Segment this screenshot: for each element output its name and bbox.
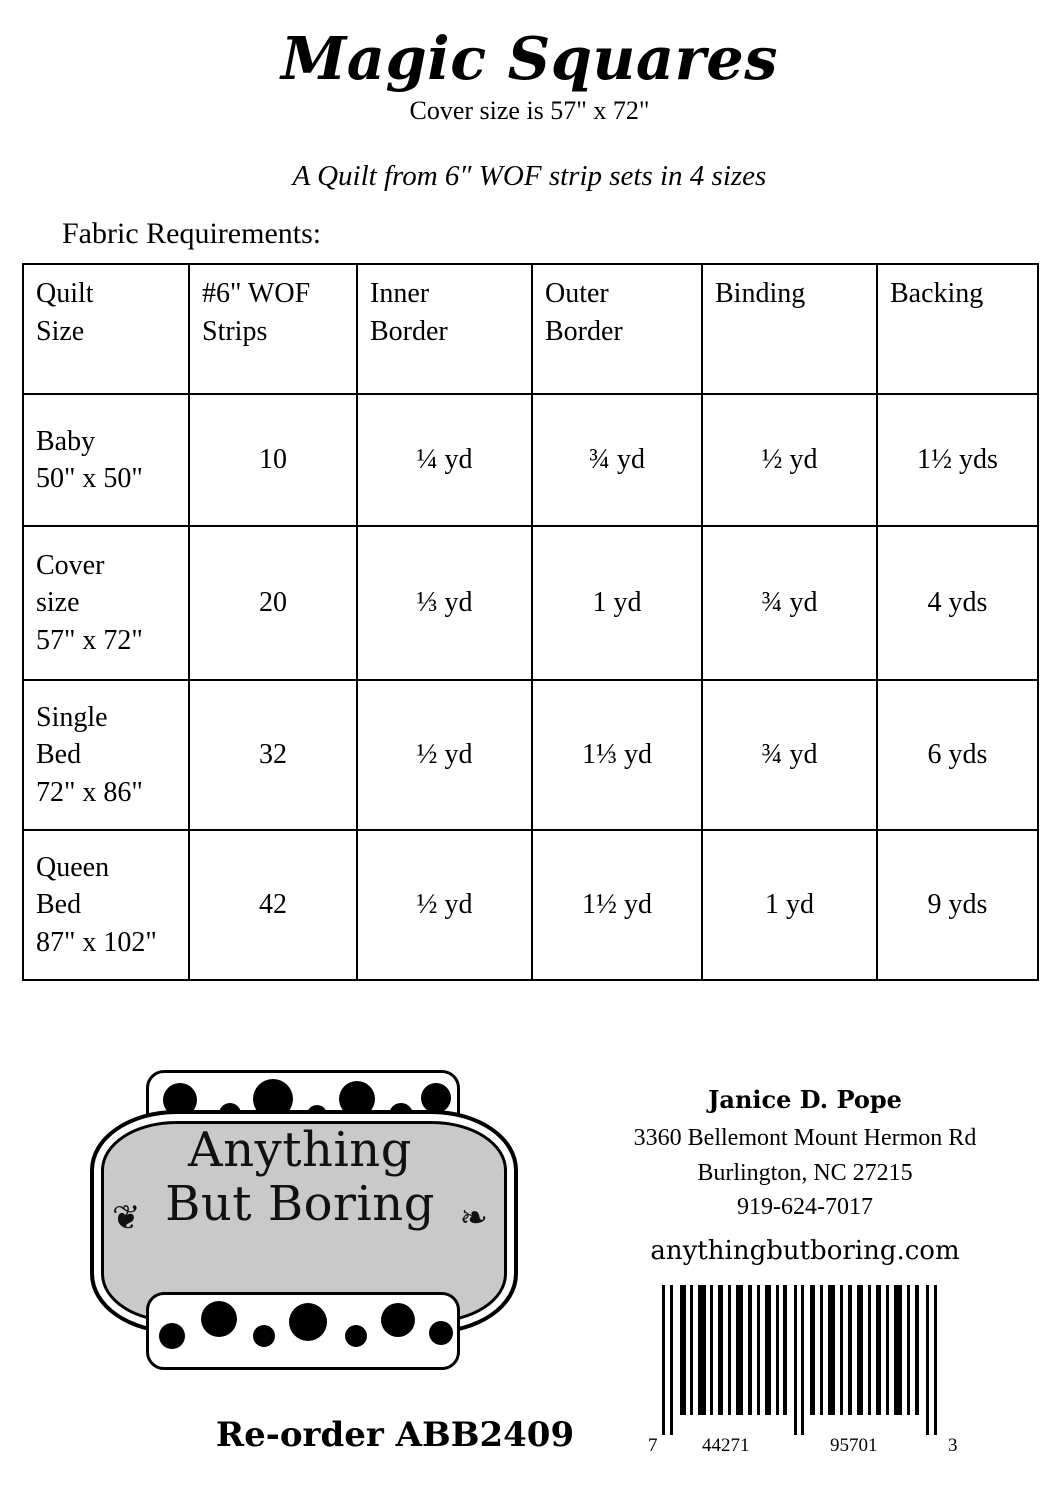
polka-dot-band-bottom xyxy=(146,1292,460,1370)
barcode-left-digit: 7 xyxy=(648,1435,658,1456)
cell-outer-border: 1 yd xyxy=(532,526,702,680)
swirl-right-icon: ❧ xyxy=(459,1198,488,1238)
column-header-line: Strips xyxy=(202,315,268,347)
row-header-line: 50" x 50" xyxy=(36,462,143,494)
column-header-line: Inner xyxy=(370,277,430,309)
column-header-outer-border xyxy=(532,264,702,394)
logo-line-2: But Boring xyxy=(165,1175,435,1232)
barcode-right-digit: 3 xyxy=(948,1435,958,1456)
row-header-single-bed xyxy=(23,680,189,830)
column-header-line: Backing xyxy=(890,277,984,309)
cell-strips: 42 xyxy=(189,830,357,980)
column-header-line: Binding xyxy=(715,277,806,309)
row-header-line: Baby xyxy=(36,425,96,457)
column-header-line: Border xyxy=(545,315,623,347)
reorder-code: Re-order ABB2409 xyxy=(215,1415,575,1455)
column-header-backing xyxy=(877,264,1038,394)
column-header-line: #6" WOF xyxy=(202,277,311,309)
cell-backing: 6 yds xyxy=(877,680,1038,830)
barcode-group-1: 44271 xyxy=(702,1435,750,1456)
contact-block xyxy=(590,1083,1020,1271)
table-row xyxy=(23,526,1038,680)
contact-street: 3360 Bellemont Mount Hermon Rd xyxy=(633,1124,977,1151)
row-header-cover-size xyxy=(23,526,189,680)
logo-line-1: Anything xyxy=(188,1122,412,1178)
cover-size-text: Cover size is 57" x 72" xyxy=(409,95,650,125)
cell-binding: ¾ yd xyxy=(702,680,877,830)
cell-outer-border: 1½ yd xyxy=(532,830,702,980)
cell-binding: ½ yd xyxy=(702,394,877,526)
barcode-digits xyxy=(648,1435,960,1457)
cell-backing: 1½ yds xyxy=(877,394,1038,526)
row-header-queen-bed xyxy=(23,830,189,980)
cell-binding: ¾ yd xyxy=(702,526,877,680)
contact-city: Burlington, NC 27215 xyxy=(697,1159,913,1186)
row-header-baby xyxy=(23,394,189,526)
swirl-left-icon: ❦ xyxy=(112,1198,141,1238)
contact-phone: 919-624-7017 xyxy=(737,1194,873,1221)
tagline-text: A Quilt from 6″ WOF strip sets in 4 sizes xyxy=(292,159,767,192)
row-header-line: Queen xyxy=(36,852,110,884)
row-header-line: size xyxy=(36,587,80,619)
cell-inner-border: ¼ yd xyxy=(357,394,532,526)
table-header-row xyxy=(23,264,1038,394)
page-title: Magic Squares xyxy=(281,24,778,93)
cell-backing: 4 yds xyxy=(877,526,1038,680)
column-header-quilt-size xyxy=(23,264,189,394)
cell-binding: 1 yd xyxy=(702,830,877,980)
row-header-line: Single xyxy=(36,702,108,734)
row-header-line: 72" x 86" xyxy=(36,776,143,808)
barcode-block xyxy=(648,1285,960,1457)
brand-logo xyxy=(90,1070,575,1455)
fabric-requirements-table xyxy=(22,263,1039,981)
row-header-line: 57" x 72" xyxy=(36,624,143,656)
cell-outer-border: 1⅓ yd xyxy=(532,680,702,830)
table-row xyxy=(23,680,1038,830)
cell-outer-border: ¾ yd xyxy=(532,394,702,526)
contact-name: Janice D. Pope xyxy=(708,1085,902,1114)
table-row xyxy=(23,394,1038,526)
row-header-line: Bed xyxy=(36,889,82,921)
cell-inner-border: ⅓ yd xyxy=(357,526,532,680)
column-header-inner-border xyxy=(357,264,532,394)
barcode-group-2: 95701 xyxy=(830,1435,878,1456)
contact-website[interactable]: anythingbutboring.com xyxy=(650,1236,960,1267)
cell-strips: 32 xyxy=(189,680,357,830)
table-row xyxy=(23,830,1038,980)
column-header-binding xyxy=(702,264,877,394)
cell-backing: 9 yds xyxy=(877,830,1038,980)
cell-strips: 10 xyxy=(189,394,357,526)
logo-shape xyxy=(90,1070,510,1370)
column-header-line: Quilt xyxy=(36,277,94,309)
cell-inner-border: ½ yd xyxy=(357,830,532,980)
row-header-line: Bed xyxy=(36,739,82,771)
fabric-requirements-label: Fabric Requirements: xyxy=(62,216,322,250)
column-header-wof-strips xyxy=(189,264,357,394)
logo-text xyxy=(90,1124,510,1232)
column-header-line: Size xyxy=(36,315,85,347)
barcode-image xyxy=(648,1285,960,1435)
row-header-line: Cover xyxy=(36,550,105,582)
column-header-line: Outer xyxy=(545,277,609,309)
footer xyxy=(0,1045,1059,1500)
column-header-line: Border xyxy=(370,315,448,347)
row-header-line: 87" x 102" xyxy=(36,926,157,958)
cell-inner-border: ½ yd xyxy=(357,680,532,830)
cell-strips: 20 xyxy=(189,526,357,680)
fabric-requirements-table-wrap xyxy=(22,263,1037,981)
